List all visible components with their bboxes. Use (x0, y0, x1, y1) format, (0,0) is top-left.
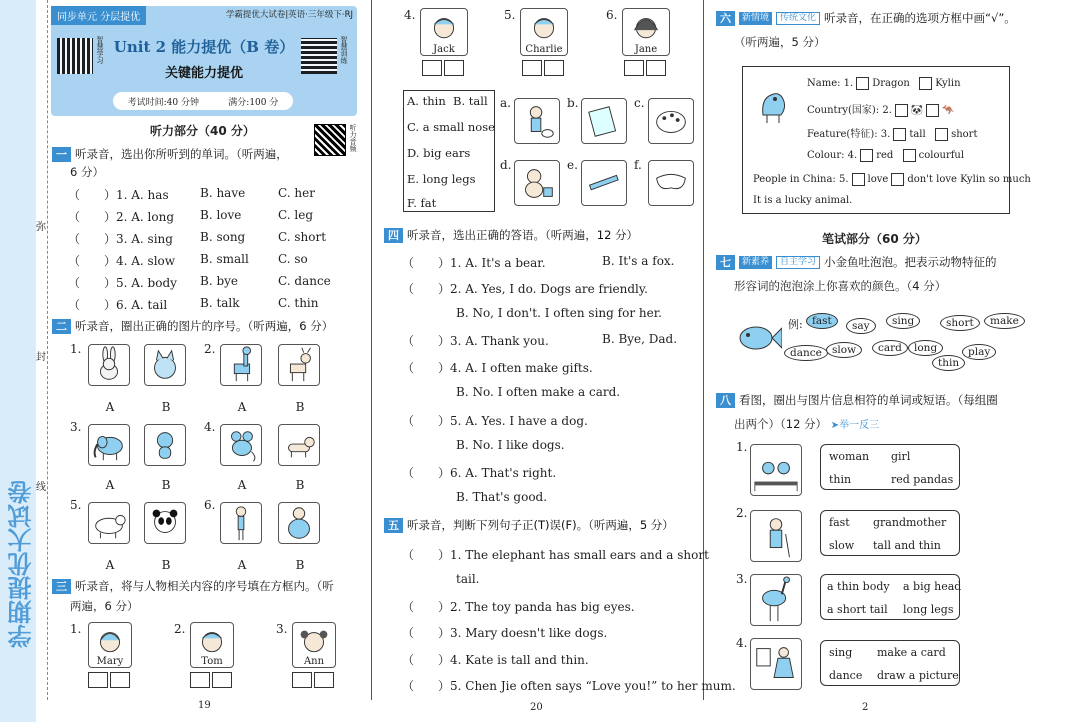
rabbit-picture[interactable] (88, 344, 130, 386)
section-4-title (384, 227, 638, 243)
section-6-text: 听录音，在正确的选项方框中画“√”。 (824, 11, 1016, 25)
s2-row1-b2: B (295, 400, 305, 414)
card-feature-row: Feature(特征): 3. tall short (807, 129, 978, 140)
deer-picture[interactable] (278, 344, 320, 386)
section-4-number: 四 (384, 228, 403, 243)
s5-row-1[interactable]: （ ）1. The elephant has small ears and a short (402, 548, 709, 562)
s3-option-d: D. big ears (407, 146, 471, 160)
s4-row-2-b: B. No, I don't. I often sing for her. (456, 306, 662, 320)
section-4-text: 听录音，选出正确的答语。（听两遍，12 分） (407, 228, 639, 242)
giraffe-picture[interactable] (220, 344, 262, 386)
ostrich-picture (750, 574, 802, 626)
s3-answer-box-1a[interactable] (88, 672, 108, 688)
s2-item-4-num: 4. (204, 420, 216, 434)
s8-g4-w4[interactable]: draw a picture (877, 669, 959, 682)
section-7-text-2: 形容词的泡泡涂上你喜欢的颜色。（4 分） (734, 279, 947, 293)
s8-word-box-4 (820, 640, 960, 686)
bubble-play[interactable]: play (962, 344, 996, 360)
s1-row-3-b: B. song (200, 230, 246, 244)
tom-name: Tom (201, 656, 223, 667)
section-6-title (716, 10, 1016, 26)
s5-row-3[interactable]: （ ）3. Mary doesn't like dogs. (402, 626, 608, 640)
kangaroo-icon: 🦘 (942, 105, 955, 116)
section-6-tag-culture: 传统文化 (776, 12, 820, 25)
bubble-slow[interactable]: slow (826, 342, 862, 358)
section-6-number: 六 (716, 11, 735, 26)
s3-answer-box-3b[interactable] (314, 672, 334, 688)
s1-row-4[interactable]: （ ）4. A. slow (68, 254, 176, 268)
bubble-sing[interactable]: sing (886, 313, 920, 329)
bubble-card[interactable]: card (872, 340, 908, 356)
s8-g3-w4[interactable]: long legs (903, 603, 954, 616)
s8-g4-w3[interactable]: dance (829, 669, 863, 682)
s2-row2-b2: B (295, 478, 305, 492)
s5-row-5[interactable]: （ ）5. Chen Jie often says “Love you!” to her mum. (402, 679, 736, 693)
bubble-long[interactable]: long (908, 340, 943, 356)
s1-row-4-c: C. so (278, 252, 308, 266)
s3-person-1-num: 1. (70, 622, 82, 636)
s2-row1-a2: A (237, 400, 247, 414)
s4-row-3-b: B. Bye, Dad. (602, 332, 678, 346)
section-7-tag-self-study: 自主学习 (776, 256, 820, 269)
page-title: Unit 2 能力提优（B 卷） (113, 38, 295, 56)
section-8-text: 看图，圈出与图片信息相符的单词或短语。（每组圈 (739, 393, 998, 407)
s4-row-5[interactable]: （ ）5. A. Yes. I have a dog. (402, 414, 588, 428)
section-1-number: 一 (52, 147, 71, 162)
book-title: 学霸提优大试卷|英语·三年级下·RJ (225, 10, 353, 20)
s3-answer-box-2b[interactable] (212, 672, 232, 688)
red-pandas-picture (750, 444, 802, 496)
bubble-thin[interactable]: thin (932, 355, 965, 371)
s1-row-6-b: B. talk (200, 296, 240, 310)
seal-mark-1: 弥 (36, 222, 46, 233)
writing-title: 笔试部分（60 分） (822, 232, 927, 246)
qr-code-right[interactable] (301, 38, 337, 74)
s8-g3-w1[interactable]: a thin body (827, 580, 890, 593)
qr-audio[interactable] (314, 124, 346, 156)
goldfish-icon (732, 318, 782, 358)
page-number-19: 19 (198, 700, 211, 711)
checkbox-country-2[interactable] (926, 104, 939, 117)
column-divider-1 (371, 0, 372, 700)
s1-row-4-b: B. small (200, 252, 249, 266)
mouse-picture[interactable] (220, 424, 262, 466)
section-8-text-2: 出两个）（12 分） ➤举一反三 (734, 417, 880, 431)
qr-label-left: 智慧学习 (96, 36, 104, 64)
girl-with-dog-picture (514, 98, 560, 144)
page-subtitle: 关键能力提优 (164, 66, 243, 81)
card-country-row: Country(国家): 2. 🐼 🦘 (807, 105, 955, 116)
toy-car-picture (581, 160, 627, 206)
kylin-info-card (742, 66, 1031, 214)
exam-info (113, 92, 293, 110)
s3-options-box (403, 90, 495, 212)
checkbox-tall[interactable] (893, 128, 906, 141)
checkbox-dont-love[interactable] (891, 173, 904, 186)
header-panel (51, 6, 357, 116)
s1-row-1-c: C. her (278, 186, 315, 200)
card-colour-row: Colour: 4. red colourful (807, 150, 965, 161)
section-3-title (52, 578, 334, 594)
section-3-text: 听录音，将与人物相关内容的序号填在方框内。（听 (75, 579, 334, 593)
s2-row1-a1: A (105, 400, 115, 414)
s3-option-ab: A. thin B. tall (407, 94, 488, 108)
s1-row-2-c: C. leg (278, 208, 314, 222)
page-number-20: 20 (530, 702, 543, 713)
checkbox-country-1[interactable] (895, 104, 908, 117)
cat-picture[interactable] (144, 344, 186, 386)
s2-item-6-num: 6. (204, 498, 216, 512)
checkbox-love[interactable] (852, 173, 865, 186)
exam-time: 考试时间:40 分钟 (127, 97, 199, 108)
section-7-tag-literacy: 新素养 (739, 256, 772, 269)
page-number-2: 2 (862, 702, 869, 713)
bubble-say[interactable]: say (846, 318, 876, 334)
teddy-bear-picture (514, 160, 560, 206)
card-picture (581, 98, 627, 144)
checkbox-colourful[interactable] (903, 149, 916, 162)
ann-name: Ann (303, 656, 325, 667)
section-6-tag-new-context: 新情境 (739, 12, 772, 25)
section-5-number: 五 (384, 518, 403, 533)
section-7-text: 小金鱼吐泡泡。把表示动物特征的 (824, 255, 997, 269)
kylin-illustration (757, 85, 791, 125)
paint-palette-picture (648, 98, 694, 144)
s4-row-1-b: B. It's a fox. (602, 254, 675, 268)
s8-group-4-num: 4. (736, 636, 748, 650)
s3-pic-e-label: e. (567, 158, 578, 172)
girl-painting-picture (750, 638, 802, 690)
practice-link[interactable]: ➤举一反三 (830, 420, 880, 431)
s1-row-3[interactable]: （ ）3. A. sing (68, 232, 173, 246)
s1-row-1-b: B. have (200, 186, 246, 200)
left-band-vertical-text: 学期提优大试卷 (8, 480, 36, 648)
s8-g2-w3[interactable]: slow (829, 539, 855, 552)
s2-row2-b1: B (161, 478, 171, 492)
s3-option-e: E. long legs (407, 172, 476, 186)
s3-person-4-num: 4. (404, 8, 416, 22)
s5-row-2[interactable]: （ ）2. The toy panda has big eyes. (402, 600, 635, 614)
checkbox-dragon[interactable] (856, 77, 869, 90)
bubble-make[interactable]: make (984, 313, 1025, 329)
s1-row-6-c: C. thin (278, 296, 319, 310)
s1-row-5[interactable]: （ ）5. A. body (68, 276, 177, 290)
s2-item-1-num: 1. (70, 342, 82, 356)
fat-boy-picture[interactable] (278, 502, 320, 544)
checkbox-short[interactable] (935, 128, 948, 141)
s4-row-5-b: B. No. I like dogs. (456, 438, 565, 452)
s2-row3-b2: B (295, 558, 305, 572)
card-lucky-text: It is a lucky animal. (753, 195, 853, 206)
s1-row-5-c: C. dance (278, 274, 331, 288)
s1-row-5-b: B. bye (200, 274, 239, 288)
s2-item-5-num: 5. (70, 498, 82, 512)
s3-answer-box-6b[interactable] (646, 60, 666, 76)
section-5-title (384, 517, 674, 533)
qr-audio-label: 听力音频 (349, 124, 357, 152)
section-6-score: （听两遍，5 分） (734, 35, 826, 49)
s3-answer-box-5b[interactable] (544, 60, 564, 76)
s1-row-2-b: B. love (200, 208, 242, 222)
s8-group-3-num: 3. (736, 572, 748, 586)
seal-line (47, 0, 48, 700)
s2-row3-a2: A (237, 558, 247, 572)
s8-g1-w2[interactable]: girl (891, 450, 911, 463)
s2-item-2-num: 2. (204, 342, 216, 356)
example-label: 例: (788, 318, 803, 331)
s8-g4-w1[interactable]: sing (829, 646, 853, 659)
s3-answer-box-6a[interactable] (624, 60, 644, 76)
panda-icon: 🐼 (910, 105, 924, 116)
s8-g1-w3[interactable]: thin (829, 473, 852, 486)
section-7-number: 七 (716, 255, 735, 270)
thin-boy-picture[interactable] (220, 502, 262, 544)
s2-item-3-num: 3. (70, 420, 82, 434)
s4-row-4-b: B. No. I often make a card. (456, 385, 621, 399)
qr-label-right: 智慧训练 (340, 36, 348, 64)
grandmother-picture (750, 510, 802, 562)
s8-group-2-num: 2. (736, 506, 748, 520)
s8-g2-w2[interactable]: grandmother (873, 516, 947, 529)
s3-option-f: F. fat (407, 196, 437, 210)
s3-pic-d-label: d. (500, 158, 512, 172)
s3-pic-c-label: c. (634, 96, 645, 110)
s2-row2-a2: A (237, 478, 247, 492)
s2-row1-b1: B (161, 400, 171, 414)
jack-name: Jack (433, 44, 455, 55)
section-5-text: 听录音，判断下列句子正(T)误(F)。（听两遍，5 分） (407, 518, 674, 532)
s3-person-6-num: 6. (606, 8, 618, 22)
s3-person-3-num: 3. (276, 622, 288, 636)
s3-person-2-num: 2. (174, 622, 186, 636)
s8-word-box-2 (820, 510, 960, 556)
s3-pic-b-label: b. (567, 96, 579, 110)
s3-answer-box-4b[interactable] (444, 60, 464, 76)
s1-row-2[interactable]: （ ）2. A. long (68, 210, 175, 224)
s8-word-box-3 (820, 574, 960, 620)
s2-row3-b1: B (161, 558, 171, 572)
s8-g1-w4[interactable]: red pandas (891, 473, 954, 486)
elephant-picture[interactable] (88, 424, 130, 466)
card-people-row: People in China: 5. love don't love Kylin so much (753, 174, 1031, 185)
s2-row2-a1: A (105, 478, 115, 492)
s4-row-6-b: B. That's good. (456, 490, 548, 504)
s3-pic-f-label: f. (634, 158, 642, 172)
unit-tag: 同步单元 分层提优 (51, 6, 146, 25)
checkbox-red[interactable] (860, 149, 873, 162)
s8-group-1-num: 1. (736, 440, 748, 454)
s8-word-box-1 (820, 444, 960, 490)
s5-row-4[interactable]: （ ）4. Kate is tall and thin. (402, 653, 589, 667)
section-2-number: 二 (52, 319, 71, 334)
checkbox-kylin[interactable] (919, 77, 932, 90)
s2-row3-a1: A (105, 558, 115, 572)
section-1-title (52, 146, 288, 162)
s8-g2-w1[interactable]: fast (829, 516, 850, 529)
exam-score: 满分:100 分 (228, 97, 279, 108)
s4-row-2[interactable]: （ ）2. A. Yes, I do. Dogs are friendly. (402, 282, 648, 296)
jane-name: Jane (634, 44, 658, 55)
section-1-text: 听录音，选出你所听到的单词。（听两遍， (75, 147, 288, 161)
s4-row-1[interactable]: （ ）1. A. It's a bear. (402, 256, 546, 270)
mask-picture (648, 160, 694, 206)
s4-row-4[interactable]: （ ）4. A. I often make gifts. (402, 361, 593, 375)
s8-g1-w1[interactable]: woman (829, 450, 870, 463)
s8-g4-w2[interactable]: make a card (877, 646, 946, 659)
s4-row-6[interactable]: （ ）6. A. That's right. (402, 466, 557, 480)
s8-g3-w3[interactable]: a short tail (827, 603, 888, 616)
s8-g2-w4[interactable]: tall and thin (873, 539, 941, 552)
column-divider-2 (703, 0, 704, 700)
section-1-score: 6 分） (70, 165, 104, 179)
s3-answer-box-2a[interactable] (190, 672, 210, 688)
section-3-number: 三 (52, 579, 71, 594)
bubble-fast[interactable]: fast (806, 313, 838, 329)
s8-g3-w2[interactable]: a big head (903, 580, 962, 593)
s3-option-c: C. a small nose (407, 120, 495, 134)
s5-row-1-cont: tail. (456, 572, 480, 586)
s3-person-5-num: 5. (504, 8, 516, 22)
monkey-picture[interactable] (144, 424, 186, 466)
panda-picture[interactable] (144, 502, 186, 544)
mary-name: Mary (96, 656, 124, 667)
section-3-score: 两遍，6 分） (70, 599, 139, 613)
s3-answer-box-3a[interactable] (292, 672, 312, 688)
polar-bear-picture[interactable] (88, 502, 130, 544)
dog-picture[interactable] (278, 424, 320, 466)
s1-row-3-c: C. short (278, 230, 327, 244)
section-8-number: 八 (716, 393, 735, 408)
s1-row-6[interactable]: （ ）6. A. tail (68, 298, 168, 312)
s3-answer-box-1b[interactable] (110, 672, 130, 688)
section-2-title (52, 318, 333, 334)
s3-answer-box-4a[interactable] (422, 60, 442, 76)
card-name-row: Name: 1. Dragon Kylin (807, 78, 961, 89)
s4-row-3[interactable]: （ ）3. A. Thank you. (402, 334, 549, 348)
s3-answer-box-5a[interactable] (522, 60, 542, 76)
bubble-short[interactable]: short (940, 315, 980, 331)
charlie-name: Charlie (525, 44, 563, 55)
section-2-text: 听录音，圈出正确的图片的序号。（听两遍，6 分） (75, 319, 334, 333)
seal-mark-2: 封 (36, 352, 46, 363)
s1-row-1[interactable]: （ ）1. A. has (68, 188, 169, 202)
listening-title: 听力部分（40 分） (150, 124, 255, 138)
bubble-dance[interactable]: dance (784, 345, 828, 361)
section-8-title (716, 392, 998, 408)
seal-mark-3: 线 (36, 482, 46, 493)
section-7-title (716, 254, 997, 270)
s3-pic-a-label: a. (500, 96, 511, 110)
